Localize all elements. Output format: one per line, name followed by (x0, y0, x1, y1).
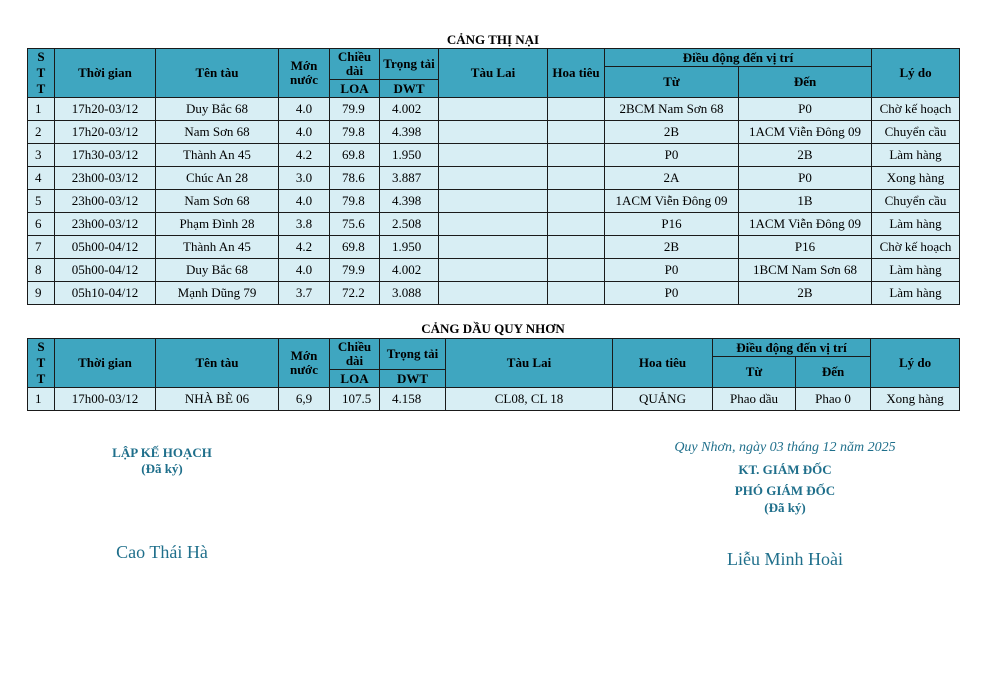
header-ship: Tên tàu (156, 339, 279, 388)
table-row (28, 144, 960, 167)
cell-draft: 3.8 (279, 213, 330, 236)
cell-from: P0 (605, 282, 739, 305)
cell-draft: 4.0 (279, 190, 330, 213)
cell-ship: Duy Bắc 68 (156, 259, 279, 282)
cell-ship: Nam Sơn 68 (156, 190, 279, 213)
cell-pilot (548, 213, 605, 236)
cell-loa: 79.8 (330, 190, 380, 213)
header-pilot: Hoa tiêu (613, 339, 713, 388)
section-title-quy-nhon-oil: CẢNG DẦU QUY NHƠN (421, 321, 565, 336)
cell-dwt: 4.398 (380, 190, 439, 213)
header-to: Đến (739, 67, 872, 98)
cell-draft: 4.2 (279, 144, 330, 167)
cell-loa: 78.6 (330, 167, 380, 190)
header-time: Thời gian (55, 339, 156, 388)
cell-from: P16 (605, 213, 739, 236)
header-tug: Tàu Lai (439, 49, 548, 98)
director-name: Liễu Minh Hoài (727, 549, 843, 569)
cell-dwt: 4.158 (380, 388, 446, 411)
cell-loa: 79.9 (330, 259, 380, 282)
cell-ship: Chúc An 28 (156, 167, 279, 190)
cell-dwt: 4.398 (380, 121, 439, 144)
cell-to: 1BCM Nam Sơn 68 (739, 259, 872, 282)
cell-time: 05h10-04/12 (55, 282, 156, 305)
header-draft: Mớn nước (279, 339, 330, 388)
table-row (28, 121, 960, 144)
header-time: Thời gian (55, 49, 156, 98)
cell-pilot (548, 259, 605, 282)
cell-to: 2B (739, 282, 872, 305)
cell-reason: Chuyển cầu (872, 121, 960, 144)
planner-role: LẬP KẾ HOẠCH (112, 445, 212, 460)
cell-reason: Chờ kế hoạch (872, 98, 960, 121)
cell-to: P16 (739, 236, 872, 259)
cell-ship: NHÀ BÈ 06 (156, 388, 279, 411)
header-move: Điều động đến vị trí (605, 49, 872, 67)
cell-tug (439, 144, 548, 167)
cell-stt: 4 (28, 167, 55, 190)
cell-stt: 7 (28, 236, 55, 259)
cell-from: Phao dầu (713, 388, 796, 411)
cell-draft: 3.0 (279, 167, 330, 190)
cell-time: 17h20-03/12 (55, 98, 156, 121)
cell-dwt: 1.950 (380, 236, 439, 259)
director-role: KT. GIÁM ĐỐC (738, 462, 832, 477)
cell-from: 2B (605, 236, 739, 259)
cell-dwt: 2.508 (380, 213, 439, 236)
cell-dwt: 3.887 (380, 167, 439, 190)
cell-time: 23h00-03/12 (55, 213, 156, 236)
cell-to: 1B (739, 190, 872, 213)
cell-tug (439, 259, 548, 282)
cell-dwt: 4.002 (380, 259, 439, 282)
cell-tug (439, 213, 548, 236)
cell-ship: Thành An 45 (156, 236, 279, 259)
header-length: Chiều dài (330, 339, 380, 370)
header-from: Từ (713, 357, 796, 388)
cell-loa: 75.6 (330, 213, 380, 236)
cell-ship: Duy Bắc 68 (156, 98, 279, 121)
cell-reason: Làm hàng (872, 144, 960, 167)
header-from: Từ (605, 67, 739, 98)
cell-pilot (548, 190, 605, 213)
header-stt: S T T (28, 339, 55, 388)
cell-reason: Làm hàng (872, 213, 960, 236)
cell-tug (439, 236, 548, 259)
cell-draft: 3.7 (279, 282, 330, 305)
cell-pilot (548, 236, 605, 259)
cell-to: P0 (739, 98, 872, 121)
cell-from: P0 (605, 259, 739, 282)
section-title-thi-nai: CẢNG THỊ NẠI (446, 32, 540, 47)
cell-reason: Làm hàng (872, 282, 960, 305)
cell-draft: 4.0 (279, 121, 330, 144)
header-tug: Tàu Lai (446, 339, 613, 388)
cell-to: P0 (739, 167, 872, 190)
header-reason: Lý do (872, 49, 960, 98)
cell-tug (439, 167, 548, 190)
cell-dwt: 3.088 (380, 282, 439, 305)
cell-loa: 69.8 (330, 236, 380, 259)
cell-tug (439, 190, 548, 213)
cell-pilot (548, 282, 605, 305)
header-dwt: DWT (380, 370, 446, 388)
cell-draft: 4.0 (279, 259, 330, 282)
header-stt: S T T (28, 49, 55, 98)
cell-reason: Làm hàng (872, 259, 960, 282)
header-reason: Lý do (871, 339, 960, 388)
cell-loa: 79.9 (330, 98, 380, 121)
cell-loa: 79.8 (330, 121, 380, 144)
cell-reason: Chuyển cầu (872, 190, 960, 213)
cell-loa: 72.2 (330, 282, 380, 305)
header-dwt: DWT (380, 80, 439, 98)
cell-time: 23h00-03/12 (55, 167, 156, 190)
table-row (28, 213, 960, 236)
header-loa: LOA (330, 370, 380, 388)
cell-stt: 2 (28, 121, 55, 144)
cell-loa: 107.5 (330, 388, 380, 411)
cell-stt: 8 (28, 259, 55, 282)
cell-draft: 4.2 (279, 236, 330, 259)
cell-tug: CL08, CL 18 (446, 388, 613, 411)
quy-nhon-oil-schedule-table (27, 338, 960, 411)
cell-time: 17h30-03/12 (55, 144, 156, 167)
cell-stt: 6 (28, 213, 55, 236)
header-tonnage: Trọng tải (380, 49, 439, 80)
cell-tug (439, 121, 548, 144)
cell-to: 1ACM Viễn Đông 09 (739, 121, 872, 144)
cell-to: 1ACM Viễn Đông 09 (739, 213, 872, 236)
cell-time: 17h00-03/12 (55, 388, 156, 411)
cell-pilot: QUẢNG (613, 388, 713, 411)
cell-pilot (548, 144, 605, 167)
cell-reason: Xong hàng (872, 167, 960, 190)
cell-ship: Thành An 45 (156, 144, 279, 167)
cell-time: 17h20-03/12 (55, 121, 156, 144)
cell-pilot (548, 121, 605, 144)
deputy-director-role: PHÓ GIÁM ĐỐC (734, 483, 836, 498)
cell-draft: 6,9 (279, 388, 330, 411)
header-loa: LOA (330, 80, 380, 98)
table-row (28, 98, 960, 121)
cell-reason: Chờ kế hoạch (872, 236, 960, 259)
cell-ship: Nam Sơn 68 (156, 121, 279, 144)
cell-time: 05h00-04/12 (55, 259, 156, 282)
cell-from: 2BCM Nam Sơn 68 (605, 98, 739, 121)
table-row (28, 388, 960, 411)
table-row (28, 282, 960, 305)
cell-draft: 4.0 (279, 98, 330, 121)
cell-ship: Phạm Đình 28 (156, 213, 279, 236)
cell-stt: 3 (28, 144, 55, 167)
header-pilot: Hoa tiêu (548, 49, 605, 98)
header-to: Đến (796, 357, 871, 388)
cell-to: Phao 0 (796, 388, 871, 411)
header-tonnage: Trọng tải (380, 339, 446, 370)
header-draft: Mớn nước (279, 49, 330, 98)
cell-from: 2A (605, 167, 739, 190)
cell-time: 23h00-03/12 (55, 190, 156, 213)
header-move: Điều động đến vị trí (713, 339, 871, 357)
thi-nai-schedule-table (27, 48, 960, 305)
header-length: Chiều dài (330, 49, 380, 80)
cell-time: 05h00-04/12 (55, 236, 156, 259)
cell-tug (439, 98, 548, 121)
cell-stt: 9 (28, 282, 55, 305)
table-row (28, 236, 960, 259)
cell-loa: 69.8 (330, 144, 380, 167)
table-row (28, 167, 960, 190)
cell-stt: 1 (28, 388, 55, 411)
cell-tug (439, 282, 548, 305)
cell-pilot (548, 167, 605, 190)
planner-signed-note: (Đã ký) (141, 461, 183, 476)
cell-from: P0 (605, 144, 739, 167)
cell-dwt: 4.002 (380, 98, 439, 121)
director-signed-note: (Đã ký) (764, 500, 806, 515)
cell-from: 1ACM Viễn Đông 09 (605, 190, 739, 213)
table-row (28, 259, 960, 282)
header-ship: Tên tàu (156, 49, 279, 98)
cell-ship: Mạnh Dũng 79 (156, 282, 279, 305)
planner-name: Cao Thái Hà (116, 542, 208, 562)
table-row (28, 190, 960, 213)
cell-stt: 5 (28, 190, 55, 213)
cell-reason: Xong hàng (871, 388, 960, 411)
cell-from: 2B (605, 121, 739, 144)
cell-stt: 1 (28, 98, 55, 121)
cell-pilot (548, 98, 605, 121)
cell-to: 2B (739, 144, 872, 167)
document-date: Quy Nhơn, ngày 03 tháng 12 năm 2025 (674, 440, 896, 455)
cell-dwt: 1.950 (380, 144, 439, 167)
